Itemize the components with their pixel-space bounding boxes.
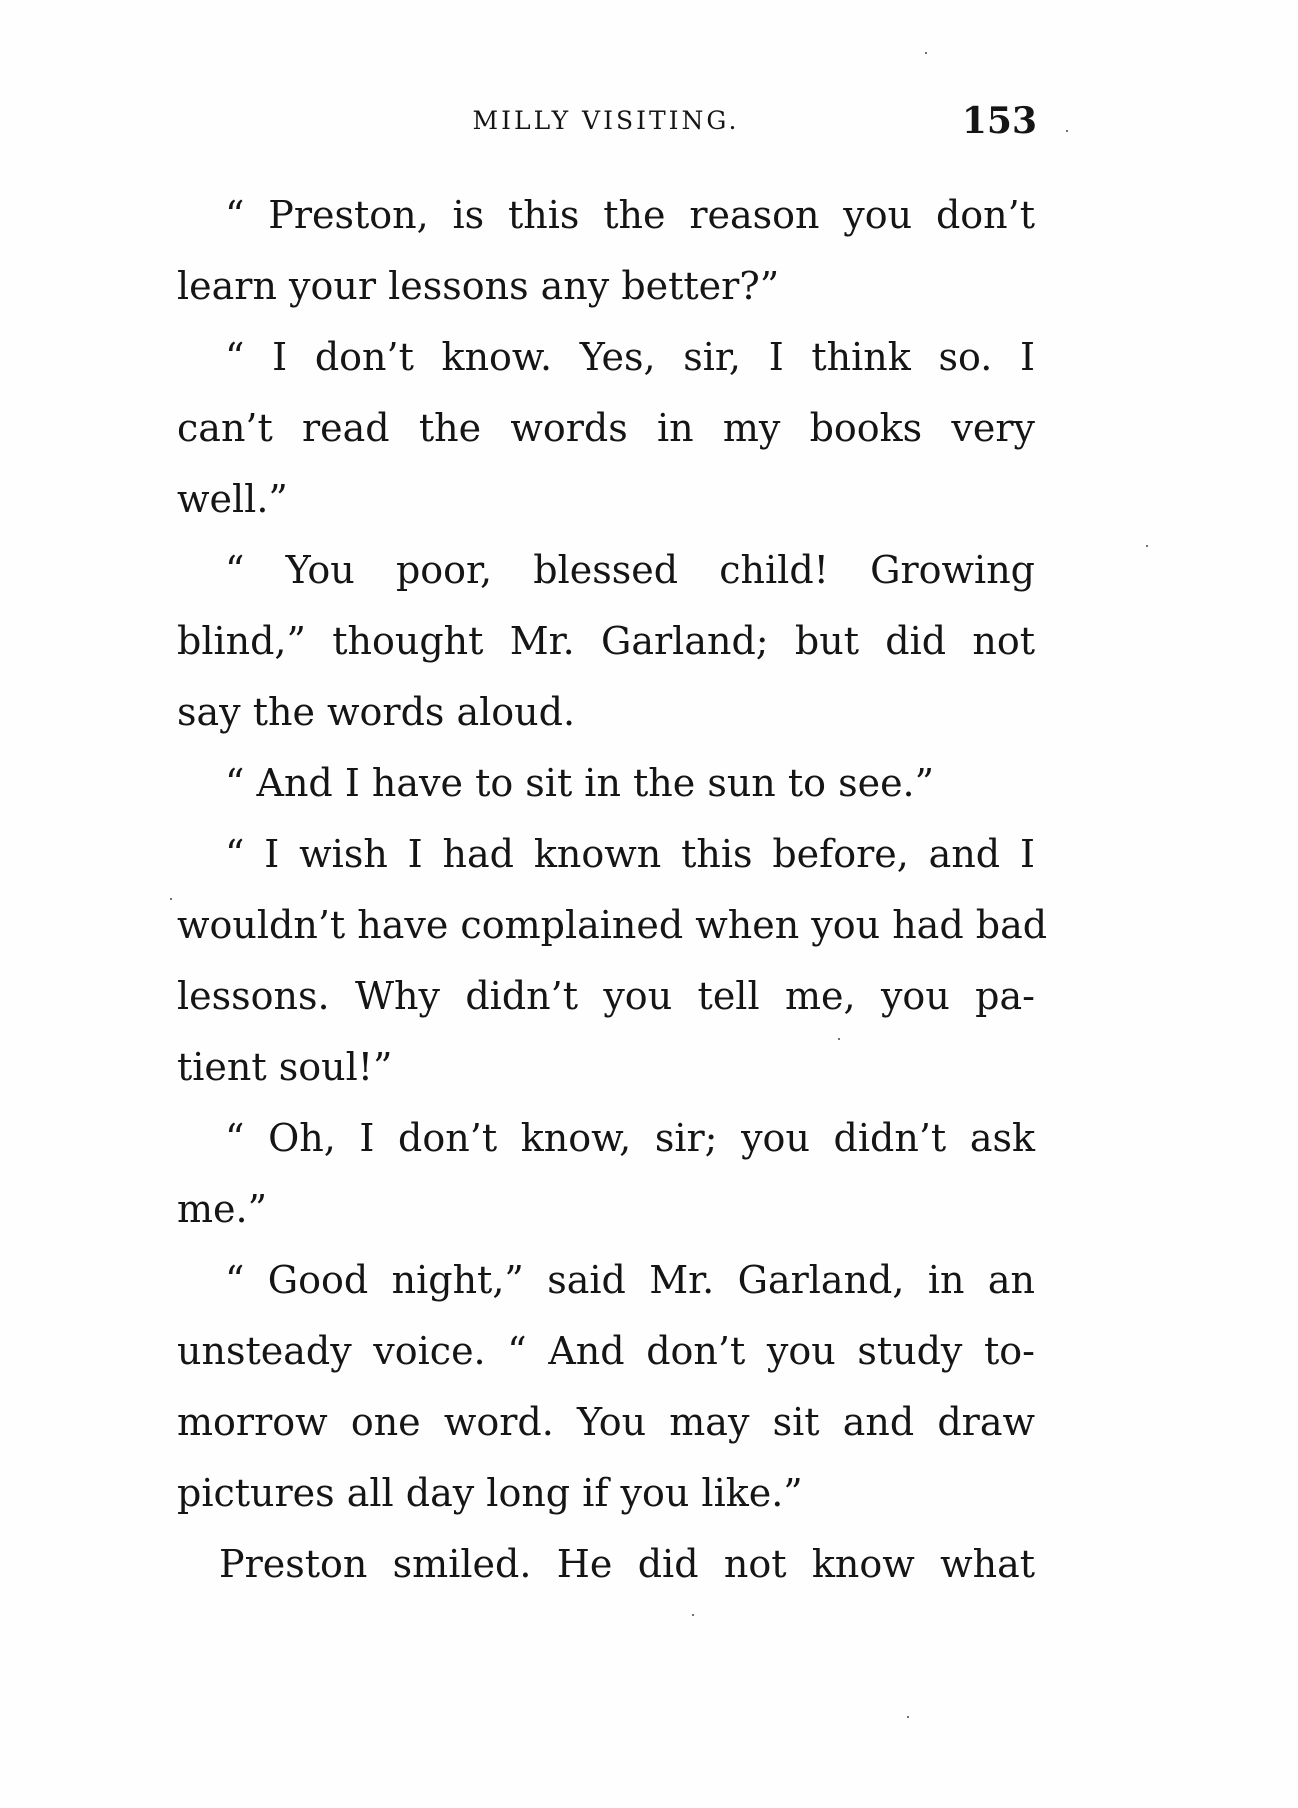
text-line: say the words aloud.	[177, 690, 576, 734]
text-line: “ I don’t know. Yes, sir, I think so. I	[225, 335, 1035, 379]
text-line: unsteady voice. “ And don’t you study to-	[177, 1329, 1035, 1373]
text-line: Preston smiled. He did not know what	[219, 1542, 1035, 1586]
text-line: learn your lessons any better?”	[177, 264, 780, 308]
paper-speck	[170, 898, 172, 900]
page-header	[175, 100, 1037, 148]
text-line: morrow one word. You may sit and draw	[177, 1400, 1035, 1444]
text-line: pictures all day long if you like.”	[177, 1471, 803, 1515]
text-line: well.”	[177, 477, 288, 521]
text-line: “ Good night,” said Mr. Garland, in an	[225, 1258, 1035, 1302]
text-line: “ Preston, is this the reason you don’t	[225, 193, 1035, 237]
text-line: me.”	[177, 1187, 268, 1231]
paper-speck	[925, 52, 927, 54]
running-head: MILLY VISITING.	[472, 106, 740, 135]
body-text	[177, 180, 1048, 1600]
text-line: “ I wish I had known this before, and I	[225, 832, 1035, 876]
paper-speck	[838, 1038, 840, 1040]
text-line: can’t read the words in my books very	[177, 406, 1035, 450]
text-line: lessons. Why didn’t you tell me, you pa-	[177, 974, 1035, 1018]
text-line: tient soul!”	[177, 1045, 393, 1089]
page-number: 153	[961, 100, 1037, 142]
text-line: “ And I have to sit in the sun to see.”	[225, 761, 935, 805]
paper-speck	[907, 1716, 909, 1718]
text-line: wouldn’t have complained when you had bad	[177, 903, 1048, 947]
text-line: blind,” thought Mr. Garland; but did not	[177, 619, 1035, 663]
paper-speck	[1066, 130, 1068, 132]
paper-speck	[692, 1614, 694, 1616]
paper-speck	[1146, 545, 1148, 547]
text-line: “ Oh, I don’t know, sir; you didn’t ask	[225, 1116, 1035, 1160]
text-line: “ You poor, blessed child! Growing	[225, 548, 1035, 592]
